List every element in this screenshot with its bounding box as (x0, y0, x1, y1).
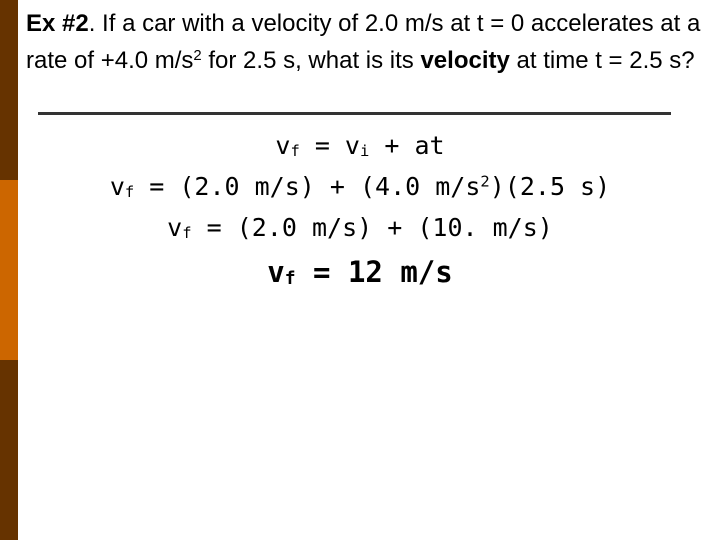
eq2-sub-f: f (124, 182, 135, 201)
equation-substitution (0, 172, 720, 201)
equation-simplified (0, 213, 720, 242)
eq2-sup: 2 (480, 172, 490, 191)
answer-sub-f: f (284, 268, 296, 290)
eq3-sub-f: f (182, 223, 192, 242)
emphasis-velocity: velocity (420, 47, 510, 75)
problem-statement (26, 7, 716, 77)
problem-text-3: at time t = 2.5 s? (509, 47, 695, 75)
eq3-body: = (2.0 m/s) + (10. m/s) (191, 213, 553, 242)
answer-v: v (267, 255, 285, 289)
eq1-v: v (275, 131, 291, 160)
squared-exponent: 2 (193, 48, 202, 64)
eq2-v: v (109, 172, 125, 201)
equation-formula (0, 131, 720, 160)
divider-rule (38, 112, 671, 115)
eq3-v: v (167, 213, 183, 242)
eq1-equals: = v (299, 131, 360, 160)
example-label-punct: . (88, 10, 96, 37)
answer-body: = 12 m/s (295, 255, 453, 289)
eq2-tail: )(2.5 s) (489, 172, 611, 201)
problem-text-1: If a car with a velocity of 2.0 m/s at t = 0 accelerates at a rate of +4.0 m/s (26, 10, 701, 75)
eq2-body: = (2.0 m/s) + (4.0 m/s (134, 172, 481, 201)
eq1-sub-f: f (290, 141, 300, 160)
eq1-rest: + at (369, 131, 445, 160)
sidebar-bar-bottom (0, 360, 18, 540)
problem-text-2: for 2.5 s, what is its (201, 47, 421, 75)
example-label: Ex #2 (26, 10, 89, 37)
eq1-sub-i: i (360, 141, 370, 160)
equation-answer (0, 255, 720, 289)
